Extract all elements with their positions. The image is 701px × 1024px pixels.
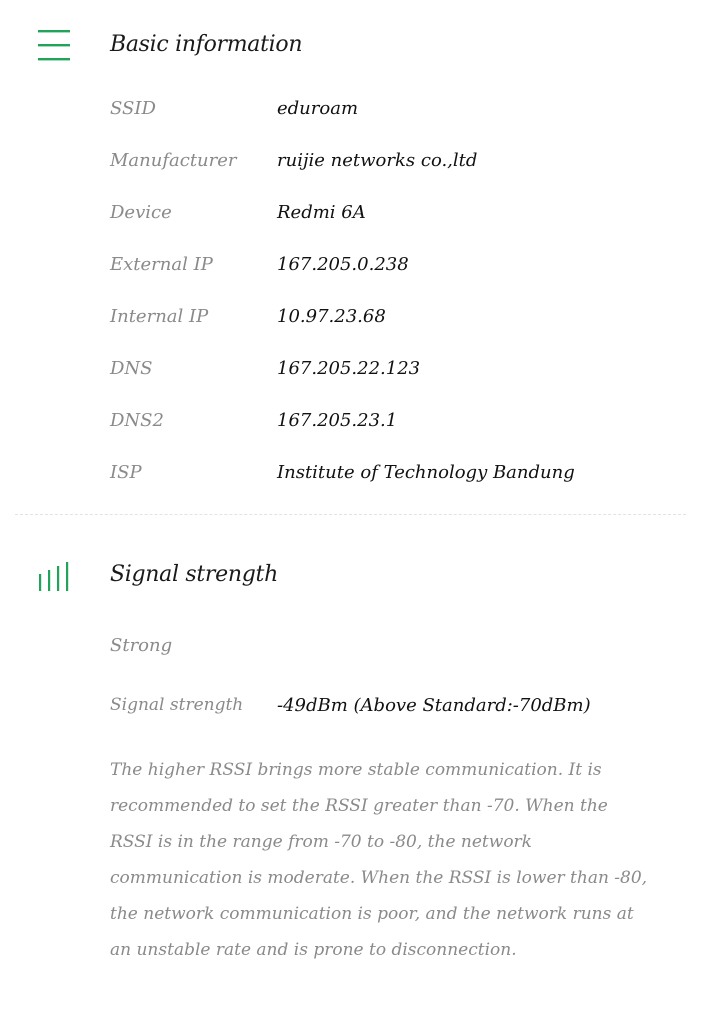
- info-label: SSID: [110, 98, 156, 119]
- basic-information-title: Basic information: [110, 32, 303, 57]
- info-value: 167.205.23.1: [277, 410, 398, 431]
- info-value: 10.97.23.68: [277, 306, 386, 327]
- signal-strength-label: Signal strength: [110, 695, 244, 715]
- info-value: Institute of Technology Bandung: [277, 462, 575, 483]
- info-label: ISP: [110, 462, 142, 483]
- info-value: 167.205.22.123: [277, 358, 421, 379]
- info-row-external-ip: [110, 254, 670, 284]
- info-value: ruijie networks co.,ltd: [277, 150, 478, 171]
- signal-description: The higher RSSI brings more stable communication. It is recommended to set the RSSI greater than -70. When the RSSI is in the range from -70 to -80, the network communication is moderate. When the RSSI is lower than -80, the network communication is poor, and the network runs at an unstable rate and is prone to disconnection.: [110, 760, 648, 960]
- info-value: 167.205.0.238: [277, 254, 409, 275]
- info-label: Device: [110, 202, 172, 223]
- info-row-device: [110, 202, 670, 232]
- info-label: DNS: [110, 358, 153, 379]
- info-label: Manufacturer: [110, 150, 237, 171]
- info-label: DNS2: [110, 410, 164, 431]
- signal-bars-icon: [38, 562, 74, 596]
- signal-strength-value: -49dBm (Above Standard:-70dBm): [277, 695, 591, 716]
- info-row-manufacturer: [110, 150, 670, 180]
- info-value: Redmi 6A: [277, 202, 366, 223]
- info-label: External IP: [110, 254, 213, 275]
- menu-icon[interactable]: [38, 28, 72, 66]
- section-divider: [15, 514, 686, 515]
- signal-quality-text: Strong: [110, 635, 173, 656]
- info-row-dns2: [110, 410, 670, 440]
- info-row-dns: [110, 358, 670, 388]
- info-row-ssid: [110, 98, 670, 128]
- info-value: eduroam: [277, 98, 359, 119]
- info-row-internal-ip: [110, 306, 670, 336]
- signal-strength-title: Signal strength: [110, 562, 278, 587]
- info-label: Internal IP: [110, 306, 209, 327]
- info-row-isp: [110, 462, 670, 492]
- signal-strength-row: [110, 695, 591, 716]
